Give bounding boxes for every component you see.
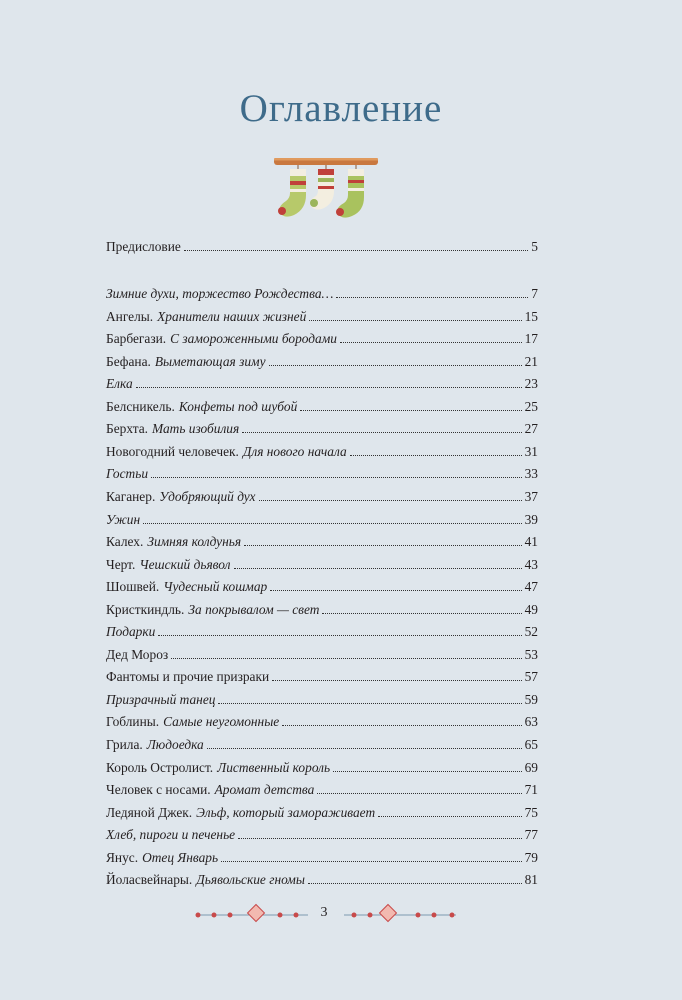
- toc-entry: [106, 374, 538, 394]
- toc-entry-page-number: 41: [524, 534, 538, 550]
- toc-entry: [106, 667, 538, 687]
- toc-entry-title: Каганер.: [106, 488, 156, 504]
- toc-entry: [106, 825, 538, 845]
- toc-entry-title: Елка: [106, 376, 133, 392]
- toc-entry: [106, 622, 538, 642]
- dot-leader: [234, 567, 522, 569]
- toc-entry-title: Белсникель.: [106, 398, 175, 414]
- toc-entry-page-number: 81: [524, 872, 538, 888]
- toc-entry-page-number: 43: [524, 556, 538, 572]
- toc-entry-title: Черт.: [106, 556, 136, 572]
- toc-entry: [106, 577, 538, 597]
- toc-entry-page-number: 79: [524, 849, 538, 865]
- toc-entry-page-number: 27: [524, 421, 538, 437]
- toc-entry: [106, 555, 538, 575]
- toc-entry-page-number: 77: [524, 827, 538, 843]
- toc-entry-title: Призрачный танец: [106, 691, 216, 707]
- dot-leader: [171, 657, 521, 659]
- dot-leader: [300, 409, 521, 411]
- dot-leader: [340, 341, 522, 343]
- toc-entry-title: Новогодний человечек.: [106, 443, 239, 459]
- toc-entry: [106, 803, 538, 823]
- toc-entry: [106, 645, 538, 665]
- dot-leader: [207, 747, 522, 749]
- toc-entry-title: Шошвей.: [106, 579, 160, 595]
- dot-leader: [378, 815, 521, 817]
- toc-entry: [106, 870, 538, 890]
- toc-entry: [106, 532, 538, 552]
- toc-entry: [106, 307, 538, 327]
- toc-entry: [106, 487, 538, 507]
- toc-entry-subtitle: За покрывалом — свет: [188, 601, 320, 617]
- toc-entry-subtitle: Лиственный король: [217, 759, 331, 775]
- toc-entry-title: Предисловие: [106, 239, 181, 254]
- toc-entry-title: Берхта.: [106, 421, 148, 437]
- toc-entry-page-number: 71: [524, 782, 538, 798]
- toc-entry-page-number: 75: [524, 804, 538, 820]
- toc-entry-page-number: 52: [524, 624, 538, 640]
- toc-entry-title: Янус.: [106, 849, 139, 865]
- toc-entry-page-number: 49: [524, 601, 538, 617]
- toc-entry: [106, 758, 538, 778]
- toc-entry-page-number: 33: [524, 466, 538, 482]
- dot-leader: [272, 679, 521, 681]
- toc-entry-subtitle: Самые неугомонные: [163, 714, 280, 730]
- toc-entry-title: Хлеб, пироги и печенье: [106, 827, 236, 843]
- dot-leader: [184, 249, 528, 251]
- toc-entry: [106, 600, 538, 620]
- left-ornament-icon: [192, 903, 312, 927]
- toc-entry: [106, 712, 538, 732]
- toc-entry: [106, 442, 538, 462]
- toc-entry: [106, 397, 538, 417]
- toc-entry-title: Ледяной Джек.: [106, 804, 193, 820]
- toc-entry: [106, 735, 538, 755]
- dot-leader: [259, 499, 522, 501]
- toc-entry: [106, 237, 538, 257]
- toc-entry: [106, 510, 538, 530]
- toc-entry-title: Бефана.: [106, 353, 151, 369]
- toc-entry-subtitle: Удобряющий дух: [159, 488, 256, 504]
- toc-entry-subtitle: Зимняя колдунья: [147, 534, 242, 550]
- toc-entry-page-number: 31: [524, 443, 538, 459]
- toc-entry-title: Калех.: [106, 534, 144, 550]
- toc-entry: [106, 329, 538, 349]
- toc-entry-title: Кристкиндль.: [106, 601, 185, 617]
- dot-leader: [269, 364, 522, 366]
- dot-leader: [242, 431, 521, 433]
- toc-entry-title: Барбегази.: [106, 331, 167, 347]
- toc-entry-subtitle: Аромат детства: [214, 782, 315, 798]
- christmas-stockings-illustration: [270, 155, 382, 223]
- page-footer: [0, 903, 682, 927]
- dot-leader: [151, 476, 522, 478]
- toc-entry-page-number: 39: [524, 511, 538, 527]
- toc-entry: [106, 780, 538, 800]
- dot-leader: [317, 792, 521, 794]
- toc-entry-page-number: 21: [524, 353, 538, 369]
- toc-entry-title: Гоблины.: [106, 714, 160, 730]
- dot-leader: [136, 386, 522, 388]
- dot-leader: [238, 837, 521, 839]
- toc-entry-page-number: 25: [524, 398, 538, 414]
- toc-entry-title: Ужин: [106, 511, 141, 527]
- page-title: Оглавление: [239, 87, 443, 130]
- dot-leader: [282, 724, 521, 726]
- toc-entry-subtitle: Людоедка: [146, 737, 204, 752]
- toc-entry-title: Человек с носами.: [106, 782, 211, 798]
- toc-entry-subtitle: Для нового начала: [242, 443, 347, 459]
- dot-leader: [218, 702, 521, 704]
- dot-leader: [270, 589, 521, 591]
- toc-entry-subtitle: Чешский дьявол: [139, 556, 231, 572]
- page-number: 3: [320, 905, 328, 920]
- toc-entry-subtitle: С замороженными бородами: [170, 331, 337, 347]
- toc-entry-page-number: 37: [524, 488, 538, 504]
- dot-leader: [221, 860, 522, 862]
- toc-entry-page-number: 63: [524, 714, 538, 730]
- toc-entry-page-number: 57: [524, 669, 538, 685]
- toc-entry-page-number: 17: [524, 331, 538, 347]
- dot-leader: [333, 770, 521, 772]
- right-ornament-icon: [340, 903, 460, 927]
- toc-entry: [106, 848, 538, 868]
- toc-entry-subtitle: Мать изобилия: [152, 421, 240, 437]
- toc-entry-subtitle: Дьявольские гномы: [196, 872, 305, 888]
- toc-entry-page-number: 15: [524, 308, 538, 324]
- toc-entry-page-number: 53: [524, 646, 538, 662]
- toc-entry-subtitle: Отец Январь: [142, 849, 219, 865]
- toc-entry-subtitle: Эльф, который замораживает: [196, 804, 376, 820]
- toc-entry-title: Король Остролист.: [106, 759, 214, 775]
- toc-entry: [106, 284, 538, 304]
- dot-leader: [336, 296, 528, 298]
- dot-leader: [322, 612, 521, 614]
- toc-entry: [106, 690, 538, 710]
- toc-entry: [106, 419, 538, 439]
- toc-entry: [106, 464, 538, 484]
- toc-entry-title: Грила.: [106, 737, 143, 752]
- dot-leader: [308, 882, 522, 884]
- toc-entry-title: Ангелы.: [106, 308, 154, 324]
- toc-entry-title: Фантомы и прочие призраки: [106, 669, 270, 685]
- dot-leader: [350, 454, 522, 456]
- toc-entry-page-number: 59: [524, 691, 538, 707]
- toc-entry-page-number: 69: [524, 759, 538, 775]
- toc-entry-page-number: 47: [524, 579, 538, 595]
- dot-leader: [158, 634, 521, 636]
- toc-entry-page-number: 65: [524, 737, 538, 752]
- toc-entry-page-number: 23: [524, 376, 538, 392]
- dot-leader: [309, 319, 521, 321]
- toc-entry-title: Йоласвейнары.: [106, 872, 193, 888]
- toc-entry-title: Зимние духи, торжество Рождества…: [106, 286, 334, 301]
- toc-entry-page-number: 7: [531, 286, 538, 301]
- dot-leader: [244, 544, 522, 546]
- toc-entry-subtitle: Выметающая зиму: [154, 353, 266, 369]
- dot-leader: [143, 522, 521, 524]
- toc-entry: [106, 352, 538, 372]
- toc-entry-title: Гостьи: [106, 466, 149, 482]
- toc-entry-subtitle: Хранители наших жизней: [157, 308, 307, 324]
- toc-entry-subtitle: Конфеты под шубой: [178, 398, 298, 414]
- toc-entry-title: Дед Мороз: [106, 646, 169, 662]
- toc-entry-title: Подарки: [106, 624, 156, 640]
- toc-entry-subtitle: Чудесный кошмар: [163, 579, 268, 595]
- toc-entry-page-number: 5: [531, 239, 538, 254]
